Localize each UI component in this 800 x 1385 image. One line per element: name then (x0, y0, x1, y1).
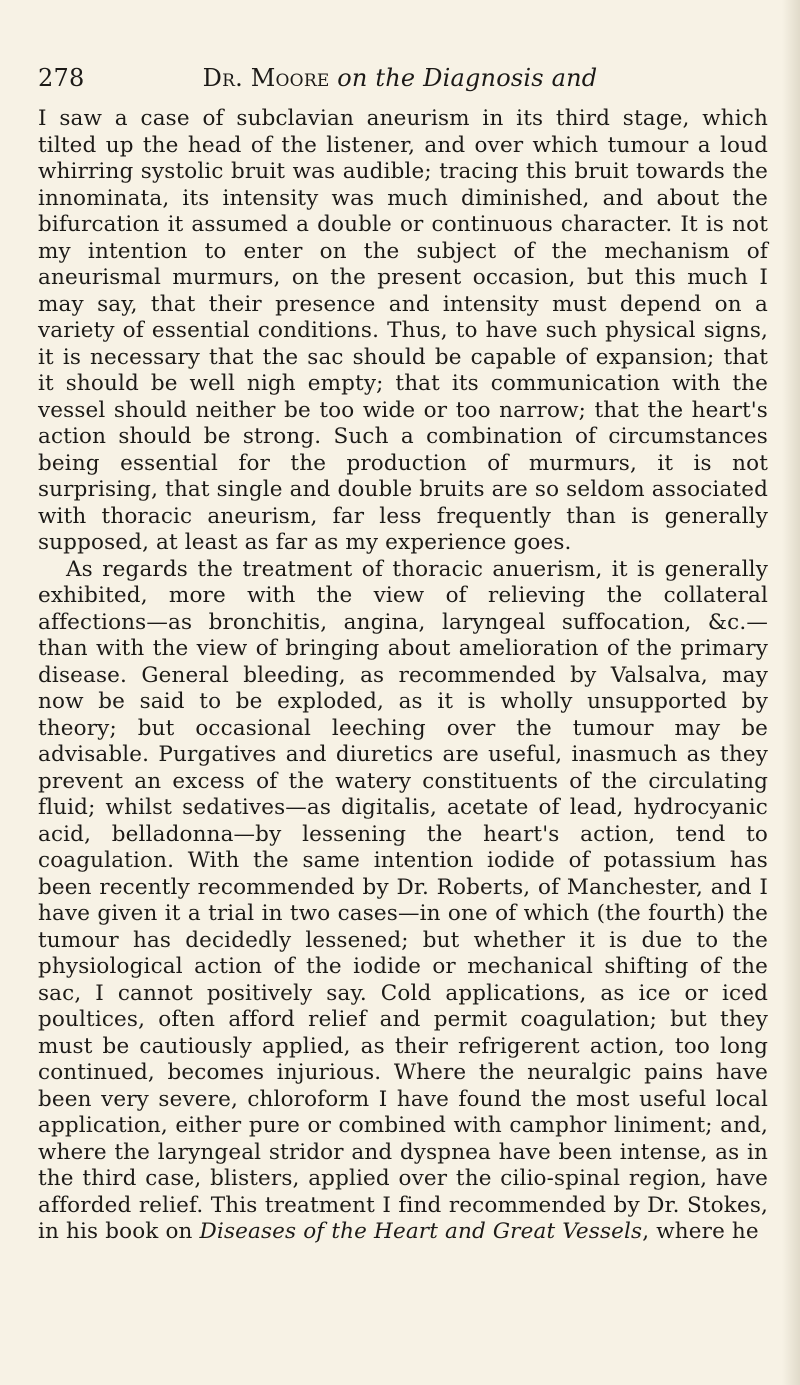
book-title: Diseases of the Heart and Great Vessels (199, 1219, 643, 1244)
paragraph-treatment (38, 557, 768, 1246)
running-title-italic: on the Diagnosis and (337, 64, 598, 92)
page-number: 278 (38, 64, 85, 92)
paragraph-treatment-tail: , where he (642, 1219, 759, 1244)
paragraph-treatment-text: As regards the treatment of thoracic anuerism, it is generally exhibited, more with the view of relieving the collateral affections—as bronchitis, angina, laryngeal suffocation, &c.—than with the view of bringing about amelioration of the primary disease. General bleeding, as recommended by Valsalva, may now be said to be exploded, as it is wholly unsupported by theory; but occasional leeching over the tumour may be advisable. Purgatives and diuretics are useful, inasmuch as they prevent an excess of the watery constituents of the circulating fluid; whilst sedatives—as digitalis, acetate of lead, hydrocyanic acid, belladonna—by lessening the heart's action, tend to coagulation. With the same intention iodide of potassium has been recently recommended by Dr. Roberts, of Manchester, and I have given it a trial in two cases—in one of which (the fourth) the tumour has decidedly lessened; but whether it is due to the physiological action of the iodide or mechanical shifting of the sac, I cannot positively say. Cold applications, as ice or iced poultices, often afford relief and permit coagulation; but they must be cautiously applied, as their refrigerent action, too long continued, becomes injurious. Where the neuralgic pains have been very severe, chloroform I have found the most useful local application, either pure or combined with camphor liniment; and, where the laryngeal stridor and dyspnea have been intense, as in the third case, blisters, applied over the cilio-spinal region, have afforded relief. This treatment I find recommended by Dr. Stokes, in his book on (38, 556, 768, 1244)
body-text (38, 106, 768, 1246)
running-title (38, 58, 762, 98)
page-header (38, 58, 762, 98)
page-edge-shadow (782, 0, 800, 1385)
running-title-author: Dr. Moore (202, 64, 330, 92)
paragraph-aneurism-murmurs: I saw a case of subclavian aneurism in its third stage, which tilted up the head of the listener, and over which tumour a loud whirring systolic bruit was audible; tracing this bruit towards the innominata, its intensity was much diminished, and about the bifurcation it assumed a double or continuous character. It is not my intention to enter on the subject of the mechanism of aneurismal murmurs, on the present occasion, but this much I may say, that their presence and intensity must depend on a variety of essential conditions. Thus, to have such physical signs, it is necessary that the sac should be capable of expansion; that it should be well nigh empty; that its communication with the vessel should neither be too wide or too narrow; that the heart's action should be strong. Such a combination of circumstances being essential for the production of murmurs, it is not surprising, that single and double bruits are so seldom associated with thoracic aneurism, far less frequently than is generally supposed, at least as far as my experience goes. (38, 106, 768, 555)
